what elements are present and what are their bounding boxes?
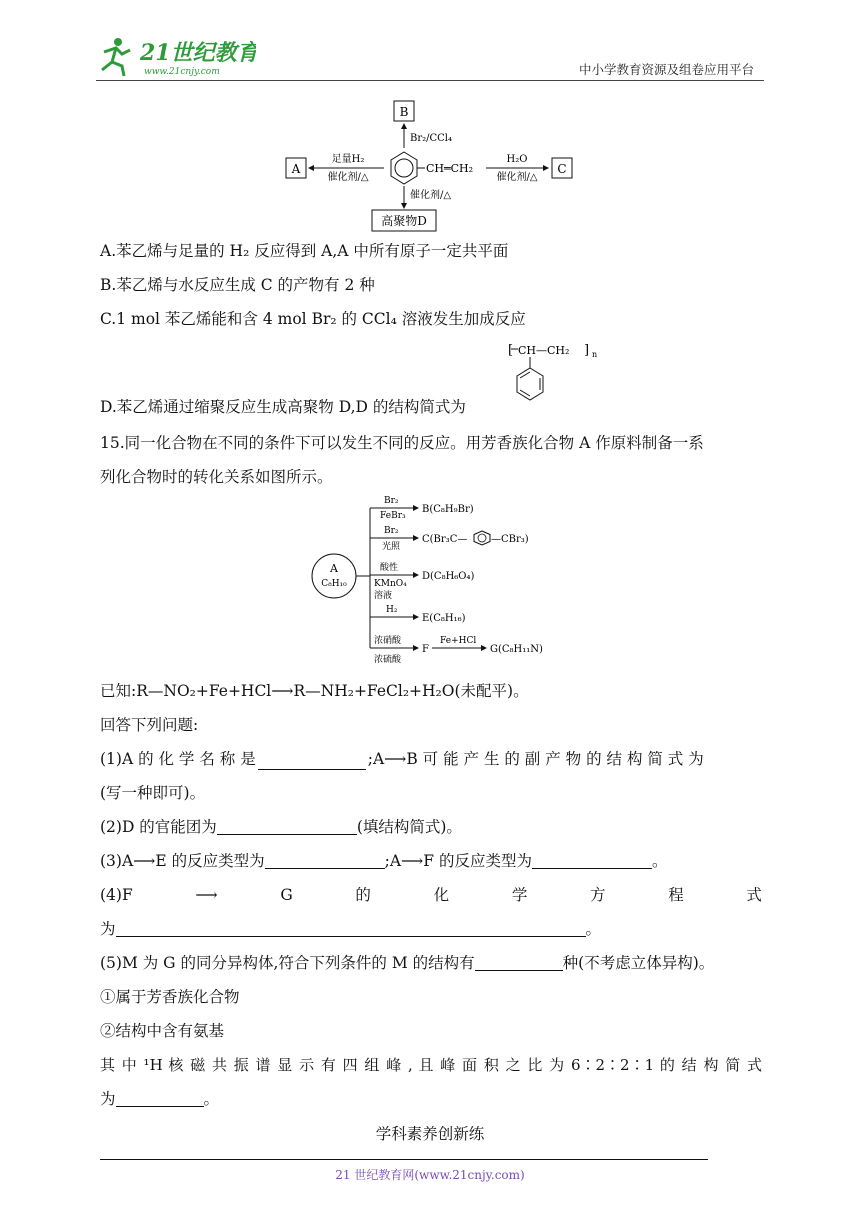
part-3-blank-1[interactable] (265, 852, 385, 869)
part-2-blank[interactable] (217, 818, 357, 835)
r6-top: Fe+HCl (440, 636, 477, 646)
part-4-word: 式 (746, 886, 762, 904)
part-4-word: (4)F (100, 886, 133, 904)
polymer-unit: CH—CH₂ (518, 344, 570, 357)
reagent-c-top: H₂O (506, 154, 528, 165)
product-e: E(C₈H₁₆) (422, 613, 466, 624)
part-4-blank[interactable] (116, 920, 586, 937)
answer-prompt: 回答下列问题: (100, 716, 199, 734)
known-equation: 已知:R—NO₂+Fe+HCl⟶R—NH₂+FeCl₂+H₂O(未配平)。 (100, 682, 529, 700)
product-c-right: —CBr₃) (491, 534, 529, 545)
option-c: C.1 mol 苯乙烯能和含 4 mol Br₂ 的 CCl₄ 溶液发生加成反应 (100, 310, 526, 328)
product-b: B(C₈H₉Br) (422, 504, 474, 515)
part-3-line (100, 850, 762, 872)
part-5-text-b: 种(不考虑立体异构)。 (562, 954, 715, 972)
r4-top: H₂ (386, 605, 398, 615)
part-1-text-a: (1)A 的 化 学 名 称 是 (100, 750, 256, 768)
part-1-line (100, 748, 762, 770)
nmr-line: 其 中 ¹H 核 磁 共 振 谱 显 示 有 四 组 峰 , 且 峰 面 积 之 比 为 6∶2∶2∶1 的 结 构 简 式 (100, 1056, 762, 1074)
benzene-ring-icon (391, 152, 417, 184)
transformation-diagram (310, 490, 560, 670)
styrene-reaction-diagram (280, 96, 580, 238)
reagent-a-bottom: 催化剂/△ (327, 172, 369, 183)
site-logo (96, 32, 256, 82)
platform-name: 中小学教育资源及组卷应用平台 (578, 62, 754, 77)
nmr-blank[interactable] (116, 1090, 204, 1107)
nmr-end-a: 为 (100, 1090, 116, 1108)
benzene-ring-icon (474, 531, 490, 545)
q15-stem-line1: 15.同一化合物在不同的条件下可以发生不同的反应。用芳香族化合物 A 作原料制备一系 (100, 434, 704, 452)
part-5-text-a: (5)M 为 G 的同分异构体,符合下列条件的 M 的结构有 (100, 954, 475, 972)
r1-top: Br₂ (384, 496, 399, 506)
r3-bottom: 溶液 (374, 591, 393, 601)
part-4-word: G (280, 886, 293, 904)
product-f: F (422, 644, 429, 655)
header-divider (96, 80, 764, 81)
node-a (312, 554, 356, 598)
r5-top: 浓硝酸 (374, 636, 402, 646)
part-4-line-2 (100, 918, 762, 940)
part-1-text-c: (写一种即可)。 (100, 784, 206, 802)
nmr-end-line (100, 1088, 762, 1110)
reagent-c-bottom: 催化剂/△ (496, 172, 538, 183)
node-a-label: A (330, 562, 338, 575)
option-d: D.苯乙烯通过缩聚反应生成高聚物 D,D 的结构简式为 (100, 398, 466, 416)
product-d: D(C₈H₆O₄) (422, 571, 475, 582)
box-d-label: 高聚物D (381, 214, 427, 228)
part-2-text-a: (2)D 的官能团为 (100, 818, 217, 836)
product-g: G(C₈H₁₁N) (490, 644, 543, 655)
polymer-n: n (592, 350, 598, 359)
r1-bottom: FeBr₃ (380, 511, 406, 521)
option-b: B.苯乙烯与水反应生成 C 的产物有 2 种 (100, 276, 375, 294)
nmr-end-b: 。 (203, 1090, 220, 1108)
condition-1: ①属于芳香族化合物 (100, 988, 240, 1006)
part-4-word: ⟶ (195, 886, 218, 904)
section-title: 学科素养创新练 (375, 1125, 485, 1143)
part-4-word: 的 (355, 886, 371, 904)
part-5-blank[interactable] (475, 954, 563, 971)
logo-main-text: 21世纪教育 (140, 40, 256, 66)
logo-url-text: www.21cnjy.com (144, 67, 220, 77)
option-a: A.苯乙烯与足量的 H₂ 反应得到 A,A 中所有原子一定共平面 (100, 242, 509, 260)
part-4-word: 方 (590, 886, 606, 904)
part-4-line (100, 884, 762, 906)
part-1-blank-name[interactable] (258, 753, 366, 770)
box-a-label: A (291, 162, 301, 176)
r3-mid: KMnO₄ (374, 579, 407, 589)
part-1-text-b: ;A⟶B 可 能 产 生 的 副 产 物 的 结 构 简 式 为 (367, 750, 704, 768)
vinyl-group: CH═CH₂ (426, 162, 474, 175)
node-a-formula: C₈H₁₀ (321, 579, 347, 589)
part-2-text-b: (填结构简式)。 (356, 818, 462, 836)
reagent-d: 催化剂/△ (410, 190, 452, 201)
condition-2: ②结构中含有氨基 (100, 1022, 225, 1040)
svg-text:[: [ (508, 343, 514, 358)
r2-top: Br₂ (384, 526, 399, 536)
reagent-a-top: 足量H₂ (331, 154, 365, 165)
reagent-b: Br₂/CCl₄ (410, 133, 453, 144)
footer-divider (100, 1159, 708, 1160)
box-b-label: B (399, 105, 409, 119)
r5-bottom: 浓硫酸 (374, 655, 402, 665)
footer-link[interactable]: 21 世纪教育网(www.21cnjy.com) (335, 1168, 525, 1182)
part-4-word: 程 (668, 886, 684, 904)
product-c-left: C(Br₃C— (422, 534, 468, 545)
runner-icon (102, 38, 130, 76)
part-4-word: 化 (433, 886, 450, 904)
part-3-text-b: ;A⟶F 的反应类型为 (384, 852, 532, 870)
q15-stem-line2: 列化合物时的转化关系如图所示。 (100, 468, 333, 486)
part-4-text-b: 为 (100, 920, 116, 938)
part-3-text-c: 。 (651, 852, 668, 870)
r3-top: 酸性 (380, 563, 399, 573)
part-2-line (100, 816, 762, 838)
part-3-text-a: (3)A⟶E 的反应类型为 (100, 852, 265, 870)
box-c-label: C (557, 162, 567, 176)
part-4-text-c: 。 (585, 920, 602, 938)
r2-bottom: 光照 (382, 542, 401, 552)
part-5-line (100, 952, 762, 974)
svg-text:]: ] (584, 343, 590, 358)
part-3-blank-2[interactable] (532, 852, 652, 869)
part-4-word: 学 (511, 886, 528, 904)
